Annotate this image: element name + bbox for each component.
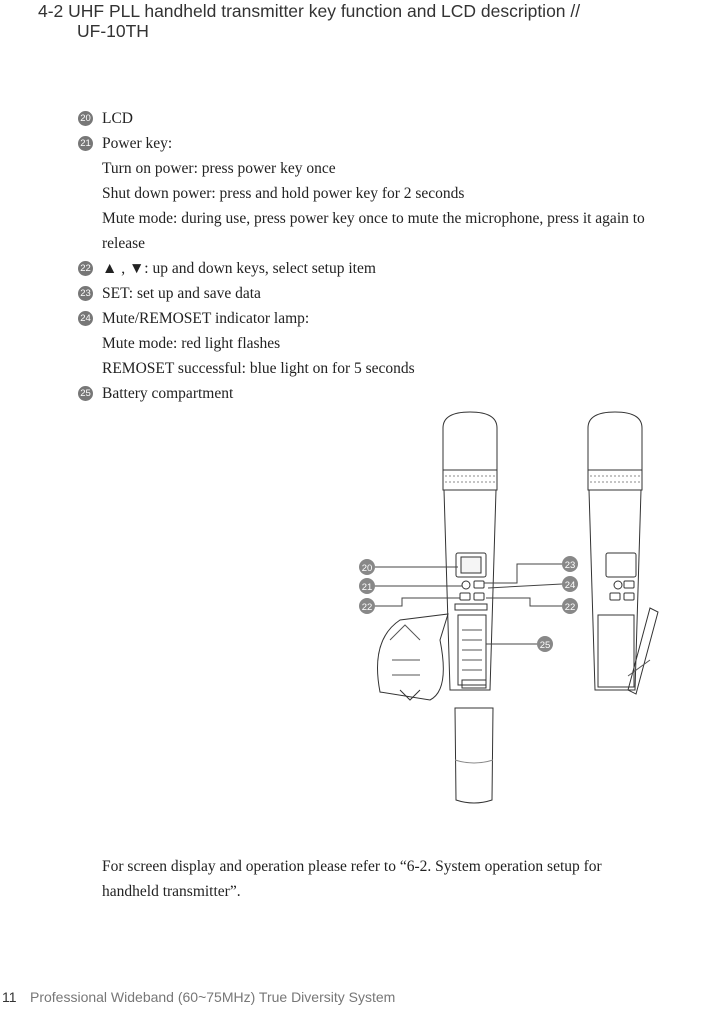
- number-badge: 21: [78, 136, 93, 151]
- callout-label: 25: [539, 640, 551, 651]
- callout-24: [562, 576, 578, 592]
- page-number: 11: [2, 989, 17, 1005]
- battery-detail-illustration: [378, 614, 449, 700]
- number-badge: 20: [78, 111, 93, 126]
- list-item-text: Power key:: [102, 135, 173, 152]
- callout-22-left: [359, 598, 375, 614]
- section-title-line2: UF-10TH: [77, 21, 149, 41]
- footer-system-name: Professional Wideband (60~75MHz) True Diversity System: [30, 989, 396, 1005]
- up-key[interactable]: [460, 593, 470, 600]
- callout-label: 24: [564, 580, 576, 591]
- list-item-text: ▲ , ▼: up and down keys, select setup item: [102, 260, 376, 277]
- list-item-text: Mute mode: red light flashes: [102, 335, 281, 352]
- callout-21: [359, 578, 375, 594]
- number-badge: 24: [78, 311, 93, 326]
- callout-20: [359, 559, 375, 575]
- callout-label: 21: [361, 582, 373, 593]
- power-key[interactable]: [462, 581, 470, 589]
- list-item-text: LCD: [102, 110, 133, 127]
- callout-label: 22: [564, 602, 576, 613]
- down-key[interactable]: [474, 593, 484, 600]
- microphone-front-illustration: [443, 412, 497, 690]
- set-key[interactable]: [474, 581, 484, 588]
- microphone-lower-body: [455, 708, 493, 803]
- number-badge: 25: [78, 386, 93, 401]
- microphone-battery-illustration: [588, 412, 658, 694]
- callout-22-right: [562, 598, 578, 614]
- list-item-text: Mute mode: during use, press power key once to mute the microphone, press it again to: [102, 210, 645, 227]
- callout-25: [537, 636, 553, 652]
- callout-label: 22: [361, 602, 373, 613]
- callout-23: [562, 556, 578, 572]
- list-item-text: REMOSET successful: blue light on for 5 seconds: [102, 360, 415, 377]
- operation-note-line2: handheld transmitter”.: [102, 883, 241, 900]
- operation-note: [102, 854, 682, 904]
- callout-label: 20: [361, 563, 373, 574]
- list-item-text: Turn on power: press power key once: [102, 160, 336, 177]
- list-item-text: Mute/REMOSET indicator lamp:: [102, 310, 310, 327]
- number-badge: 23: [78, 286, 93, 301]
- list-item-text: Shut down power: press and hold power key for 2 seconds: [102, 185, 465, 202]
- list-item-text: SET: set up and save data: [102, 285, 261, 302]
- operation-note-line1: For screen display and operation please refer to “6-2. System operation setup for: [102, 858, 602, 875]
- callout-label: 23: [564, 560, 576, 571]
- section-title-line1: 4-2 UHF PLL handheld transmitter key function and LCD description //: [38, 1, 581, 21]
- number-badge: 22: [78, 261, 93, 276]
- list-item-text: Battery compartment: [102, 385, 234, 402]
- list-item-text: release: [102, 235, 146, 252]
